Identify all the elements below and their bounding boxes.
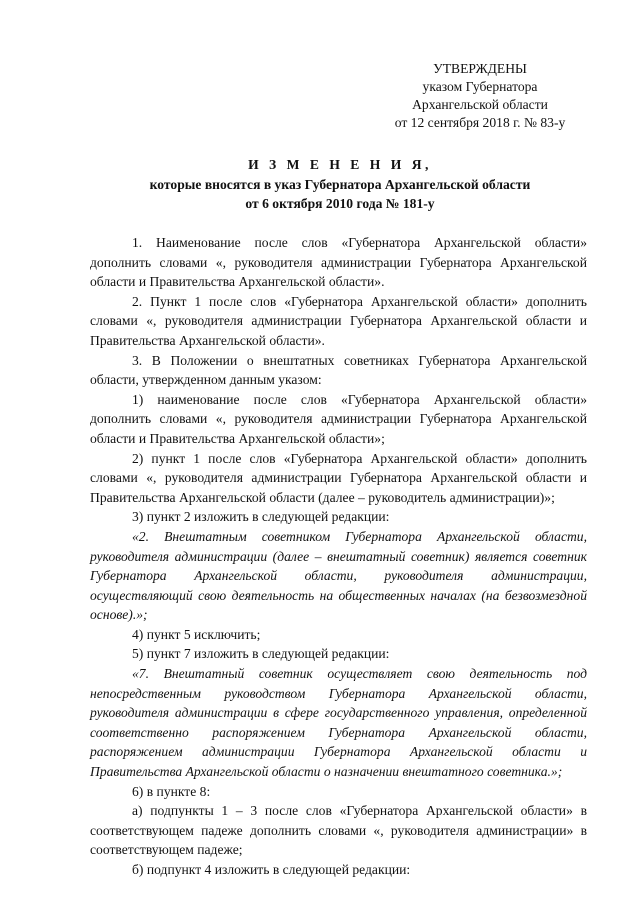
paragraph-11: 6) в пункте 8: <box>132 783 211 799</box>
document-title <box>90 155 590 214</box>
paragraph-10: «7. Внештатный советник осуществляет свою деятельность под непосредственным руководством Губернатора Архангельской области, руководителя администрации в сфере государственного управления, определенной соответственно распоряжением Губернатора Архангельской области, распоряжением администрации Губернатора Архангельской области и Правительства Архангельской области о назначении внештатного советника.»; <box>90 666 587 780</box>
approval-line-3: Архангельской области <box>412 97 548 112</box>
paragraph-5: 2) пункт 1 после слов «Губернатора Архангельской области» дополнить словами «, руководителя администрации Губернатора Архангельской области и Правительства Архангельской области (далее – руководитель администрации)»; <box>90 450 587 505</box>
paragraph-3: 3. В Положении о внештатных советниках Губернатора Архангельской области, утвержденном данным указом: <box>90 352 587 388</box>
paragraph-7: «2. Внештатным советником Губернатора Архангельской области, руководителя администрации (далее – внештатный советник) является советник Губернатора Архангельской области, руководителя администрации, осуществляющий свою деятельность на общественных началах (на безвозмездной основе).»; <box>90 528 587 623</box>
approval-stamp <box>380 60 580 132</box>
paragraph-8: 4) пункт 5 исключить; <box>132 626 261 642</box>
paragraph-1: 1. Наименование после слов «Губернатора Архангельской области» дополнить словами «, руководителя администрации Губернатора Архангельской области и Правительства Архангельской области». <box>90 235 587 290</box>
paragraph-12: а) подпункты 1 – 3 после слов «Губернатора Архангельской области» в соответствующем падеже дополнить словами «, руководителя администрации» в соответствующем падеже; <box>90 803 587 858</box>
approval-line-4: от 12 сентября 2018 г. № 83-у <box>394 115 566 130</box>
paragraph-13: б) подпункт 4 изложить в следующей редакции: <box>132 862 411 877</box>
paragraph-6: 3) пункт 2 изложить в следующей редакции: <box>132 509 390 525</box>
title-heading: И З М Е Н Е Н И Я, <box>248 157 432 172</box>
document-body <box>90 233 587 880</box>
paragraph-2: 2. Пункт 1 после слов «Губернатора Архангельской области» дополнить словами «, руководителя администрации Губернатора Архангельской области и Правительства Архангельской области». <box>90 293 587 348</box>
approval-line-2: указом Губернатора <box>422 79 538 94</box>
paragraph-4: 1) наименование после слов «Губернатора Архангельской области» дополнить словами «, руководителя администрации Губернатора Архангельской области и Правительства Архангельской области»; <box>90 391 587 446</box>
title-line-3: от 6 октября 2010 года № 181-у <box>245 196 435 211</box>
paragraph-9: 5) пункт 7 изложить в следующей редакции: <box>132 646 390 662</box>
approval-line-1: УТВЕРЖДЕНЫ <box>433 61 527 76</box>
title-line-2: которые вносятся в указ Губернатора Архангельской области <box>149 176 531 192</box>
